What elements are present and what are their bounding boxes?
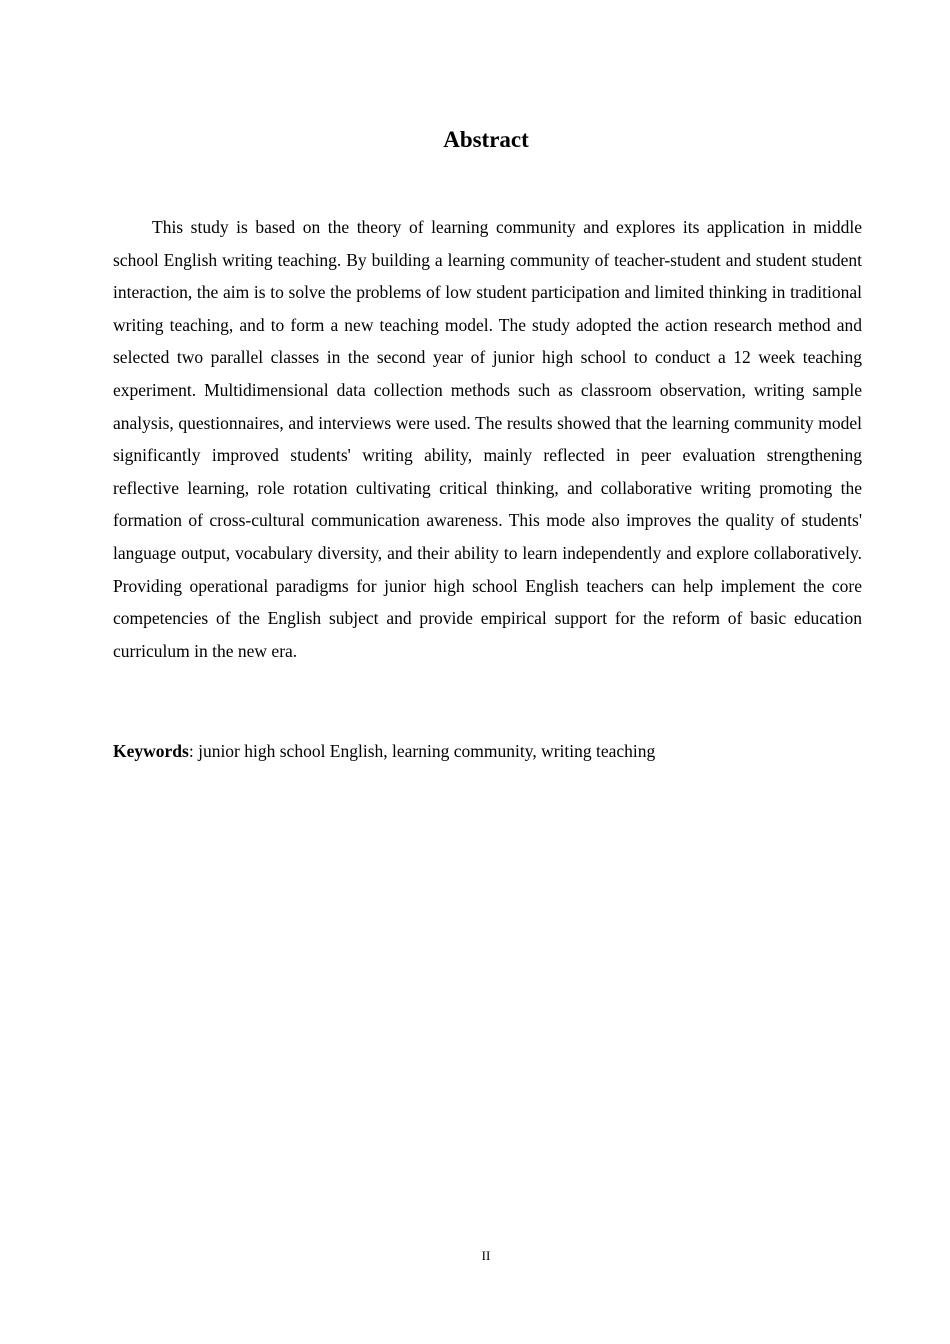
page-number: II — [481, 1248, 491, 1263]
keywords-list: junior high school English, learning community, writing teaching — [198, 741, 656, 761]
keywords-line — [113, 737, 862, 765]
abstract-paragraph: This study is based on the theory of learning community and explores its application in middle school English writing teaching. By building a learning community of teacher-student and student student interaction, the aim is to solve the problems of low student participation and limited thinking in traditional writing teaching, and to form a new teaching model. The study adopted the action research method and selected two parallel classes in the second year of junior high school to conduct a 12 week teaching experiment. Multidimensional data collection methods such as classroom observation, writing sample analysis, questionnaires, and interviews were used. The results showed that the learning community model significantly improved students' writing ability, mainly reflected in peer evaluation strengthening reflective learning, role rotation cultivating critical thinking, and collaborative writing promoting the formation of cross-cultural communication awareness. This mode also improves the quality of students' language output, vocabulary diversity, and their ability to learn independently and explore collaboratively. Providing operational paradigms for junior high school English teachers can help implement the core competencies of the English subject and provide empirical support for the reform of basic education curriculum in the new era. — [113, 217, 862, 661]
keywords-separator: : — [188, 741, 199, 761]
page-title: Abstract — [443, 127, 529, 152]
keywords-label: Keywords — [113, 741, 189, 761]
